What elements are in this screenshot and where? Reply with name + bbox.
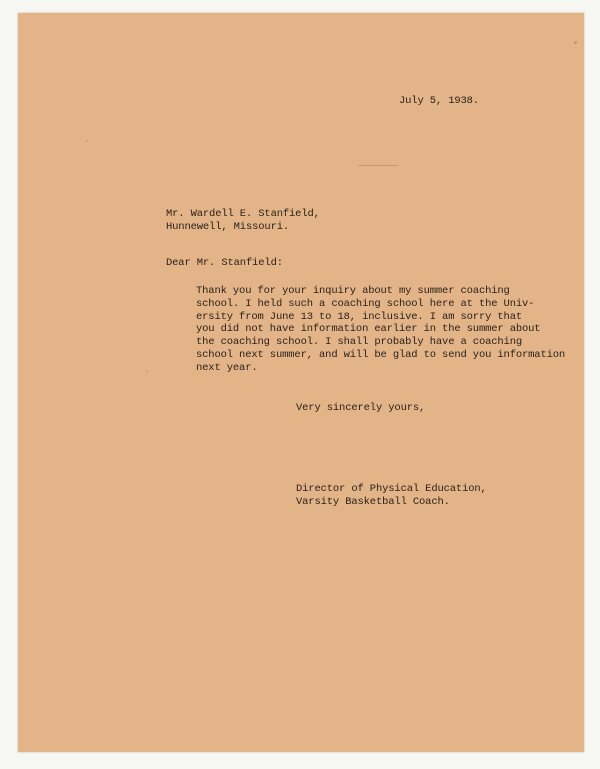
letter-body [196, 285, 565, 375]
letter-paper [18, 13, 584, 752]
complimentary-close: Very sincerely yours, [296, 402, 426, 414]
paper-speck [146, 370, 148, 372]
signature-block [296, 483, 487, 509]
body-line: you did not have information earlier in the summer about [196, 323, 541, 336]
body-line: the coaching school. I shall probably have a coaching [196, 336, 523, 349]
paper-speck [86, 140, 88, 142]
recipient-address [166, 208, 320, 234]
body-line: school. I held such a coaching school here at the Univ- [196, 297, 535, 310]
body-line: ersity from June 13 to 18, inclusive. I am sorry that [196, 310, 523, 323]
signature-title-line: Varsity Basketball Coach. [296, 495, 450, 508]
body-line: Thank you for your inquiry about my summer coaching [196, 285, 510, 297]
signature-title-line: Director of Physical Education, [296, 483, 487, 495]
body-line: next year. [196, 361, 258, 374]
body-line: school next summer, and will be glad to send you information [196, 348, 566, 361]
recipient-name-line: Mr. Wardell E. Stanfield, [166, 208, 320, 220]
paper-speck [574, 41, 577, 44]
letter-date: July 5, 1938. [399, 95, 479, 107]
recipient-location-line: Hunnewell, Missouri. [166, 220, 290, 233]
paper-speck [358, 165, 398, 166]
salutation: Dear Mr. Stanfield: [166, 257, 283, 269]
